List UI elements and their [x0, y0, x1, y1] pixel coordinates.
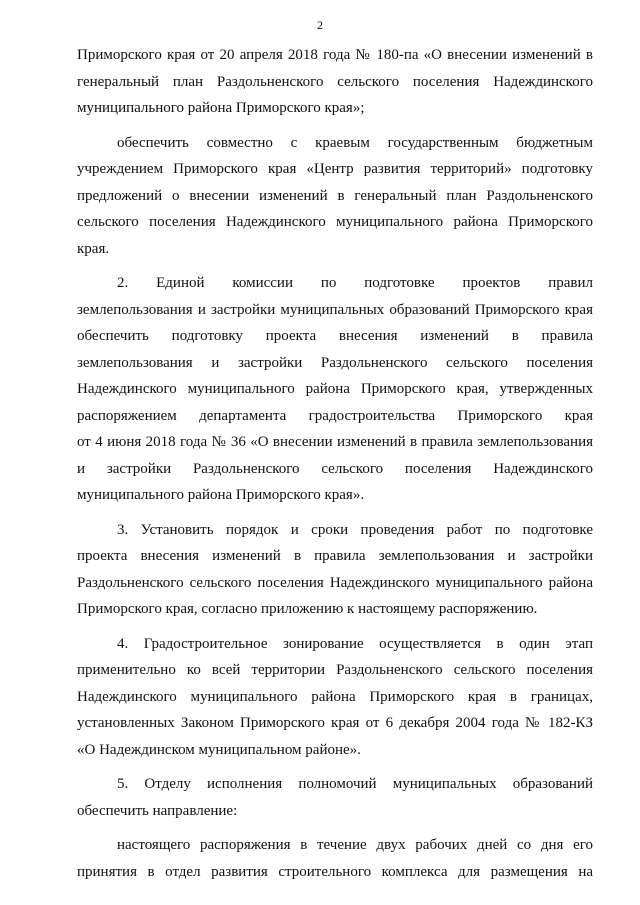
text-line: 2. Единой комиссии по подготовке проектов правил	[117, 275, 593, 291]
text-line: применительно ко всей территории Раздольненского сельского поселения	[77, 662, 593, 678]
text-line: обеспечить подготовку проекта внесения изменений в правила	[77, 328, 593, 344]
text-line: землепользования и застройки муниципальных образований Приморского края	[77, 301, 593, 318]
text-line: от 4 июня 2018 года № 36 «О внесении изменений в правила землепользования	[77, 434, 593, 450]
paragraph-1	[77, 42, 593, 122]
text-line: Приморского края, согласно приложению к настоящему распоряжению.	[77, 601, 538, 617]
text-line: настоящего распоряжения в течение двух рабочих дней со дня его	[117, 837, 593, 853]
paragraph-7	[77, 832, 593, 885]
text-line: 3. Установить порядок и сроки проведения работ по подготовке	[117, 521, 593, 538]
text-line: землепользования и застройки Раздольненского сельского поселения	[77, 354, 593, 371]
text-line: Раздольненского сельского поселения Надеждинского муниципального района	[77, 574, 593, 591]
page-number: 2	[317, 18, 323, 32]
text-line: Надеждинского муниципального района Приморского края, утвержденных	[77, 381, 593, 397]
text-line: Приморского края от 20 апреля 2018 года № 180-па «О внесении изменений в	[77, 47, 593, 63]
text-line: установленных Законом Приморского края от 6 декабря 2004 года № 182-КЗ	[77, 715, 593, 731]
text-line: принятия в отдел развития строительного комплекса для размещения на	[77, 863, 593, 880]
paragraph-5	[77, 631, 593, 764]
text-line: распоряжением департамента градостроительства Приморского края	[77, 407, 593, 424]
text-line: обеспечить направление:	[77, 802, 238, 819]
text-line: и застройки Раздольненского сельского поселения Надеждинского	[77, 460, 593, 477]
text-line: проекта внесения изменений в правила землепользования и застройки	[77, 548, 593, 564]
text-line: сельского поселения Надеждинского муниципального района Приморского	[77, 214, 593, 230]
text-line: генеральный план Раздольненского сельского поселения Надеждинского	[77, 73, 593, 90]
paragraph-2	[77, 130, 593, 263]
text-line: 4. Градостроительное зонирование осуществляется в один этап	[117, 635, 593, 652]
paragraph-4	[77, 517, 593, 623]
paragraph-3	[77, 270, 593, 509]
text-line: муниципального района Приморского края»;	[77, 100, 365, 116]
text-line: края.	[77, 240, 110, 257]
text-line: обеспечить совместно с краевым государственным бюджетным	[117, 134, 593, 151]
text-line: предложений о внесении изменений в генеральный план Раздольненского	[77, 187, 593, 204]
paragraph-6	[77, 771, 593, 824]
text-line: «О Надеждинском муниципальном районе».	[77, 741, 361, 758]
text-line: муниципального района Приморского края».	[77, 487, 365, 503]
document-body	[77, 42, 593, 885]
text-line: Надеждинского муниципального района Приморского края в границах,	[77, 688, 593, 705]
text-line: 5. Отделу исполнения полномочий муниципальных образований	[117, 776, 593, 792]
text-line: учреждением Приморского края «Центр развития территорий» подготовку	[77, 161, 593, 177]
